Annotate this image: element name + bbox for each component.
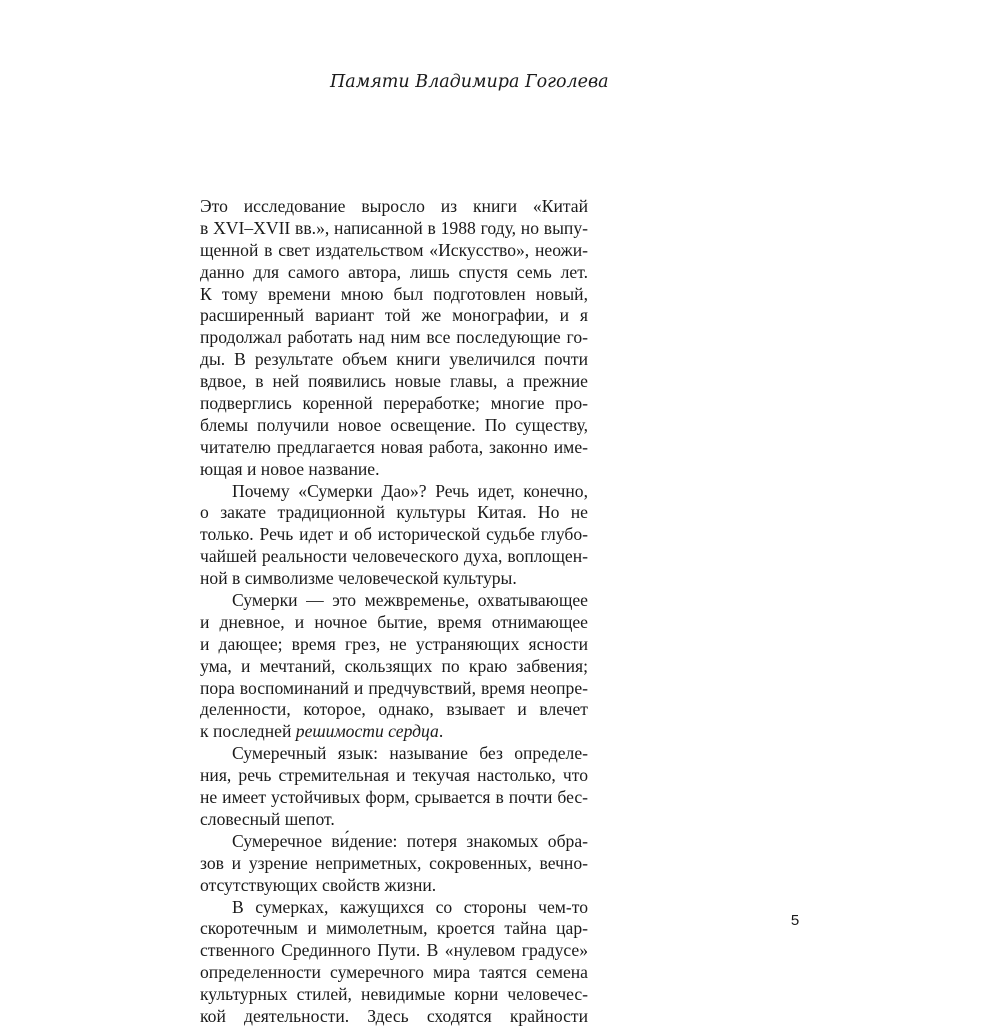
text-line: ственного Срединного Пути. В «нулевом градусе» [200,940,588,961]
text-line: подверглись коренной переработке; многие про- [200,393,588,414]
emphasis-text: решимости сердца [295,721,439,742]
text-line: и дающее; время грез, не устраняющих ясности [200,633,588,654]
text-line: ды. В результате объем книги увеличился почти [200,349,588,370]
body-text [200,196,588,1028]
text-line: и дневное, и ночное бытие, время отнимающее [200,611,588,632]
text-line: словесный шепот. [200,808,335,829]
text-line: Сумеречное ви́дение: потеря знакомых обра- [232,830,588,851]
text-line: Сумеречный язык: называние без определе- [232,743,588,764]
text-line: ума, и мечтаний, скользящих по краю забвения; [200,655,588,676]
text-segment: . [438,721,444,742]
text-line: скоротечным и мимолетным, кроется тайна цар- [200,918,588,939]
dedication: Памяти Владимира Гоголева [330,72,609,92]
text-line: культурных стилей, невидимые корни человечес- [200,984,588,1005]
text-line: о закате традиционной культуры Китая. Но не [200,502,588,523]
text-line: К тому времени мною был подготовлен новый, [200,283,588,304]
text-line: чайшей реальности человеческого духа, воплощен- [200,546,588,567]
text-line: данно для самого автора, лишь спустя семь лет. [200,261,588,282]
text-line: отсутствующих свойств жизни. [200,874,437,895]
text-line: щенной в свет издательством «Искусство», неожи- [200,239,588,260]
text-line [200,721,588,743]
text-line: пора воспоминаний и предчувствий, время неопре- [200,677,588,698]
text-line: расширенный вариант той же монографии, и я [200,305,588,326]
text-line: В сумерках, кажущихся со стороны чем-то [232,896,588,917]
text-line: только. Речь идет и об исторической судьбе глубо- [200,524,588,545]
page-number: 5 [790,912,800,929]
text-line: не имеет устойчивых форм, срывается в почти бес- [200,787,588,808]
text-line: зов и узрение неприметных, сокровенных, вечно- [200,852,588,873]
text-line: Это исследование выросло из книги «Китай [200,196,588,216]
text-line: деленности, которое, однако, взывает и влечет [200,699,588,720]
text-line: ющая и новое название. [200,458,380,479]
text-line: блемы получили новое освещение. По существу, [200,414,588,435]
text-line: ния, речь стремительная и текучая настолько, что [200,765,588,786]
text-segment: к последней [200,721,292,742]
text-line: вдвое, в ней появились новые главы, а прежние [200,371,588,392]
text-line: продолжал работать над ним все последующие го- [200,327,588,348]
text-line: Почему «Сумерки Дао»? Речь идет, конечно, [232,480,588,501]
text-line: читателю предлагается новая работа, законно име- [200,436,588,457]
text-line: в XVI–XVII вв.», написанной в 1988 году, но выпу- [200,217,588,238]
text-line: определенности сумеречного мира таятся семена [200,962,588,983]
text-line: Сумерки — это межвременье, охватывающее [232,590,588,611]
text-line: кой деятельности. Здесь сходятся крайности [200,1005,588,1026]
text-line: ной в символизме человеческой культуры. [200,568,517,589]
